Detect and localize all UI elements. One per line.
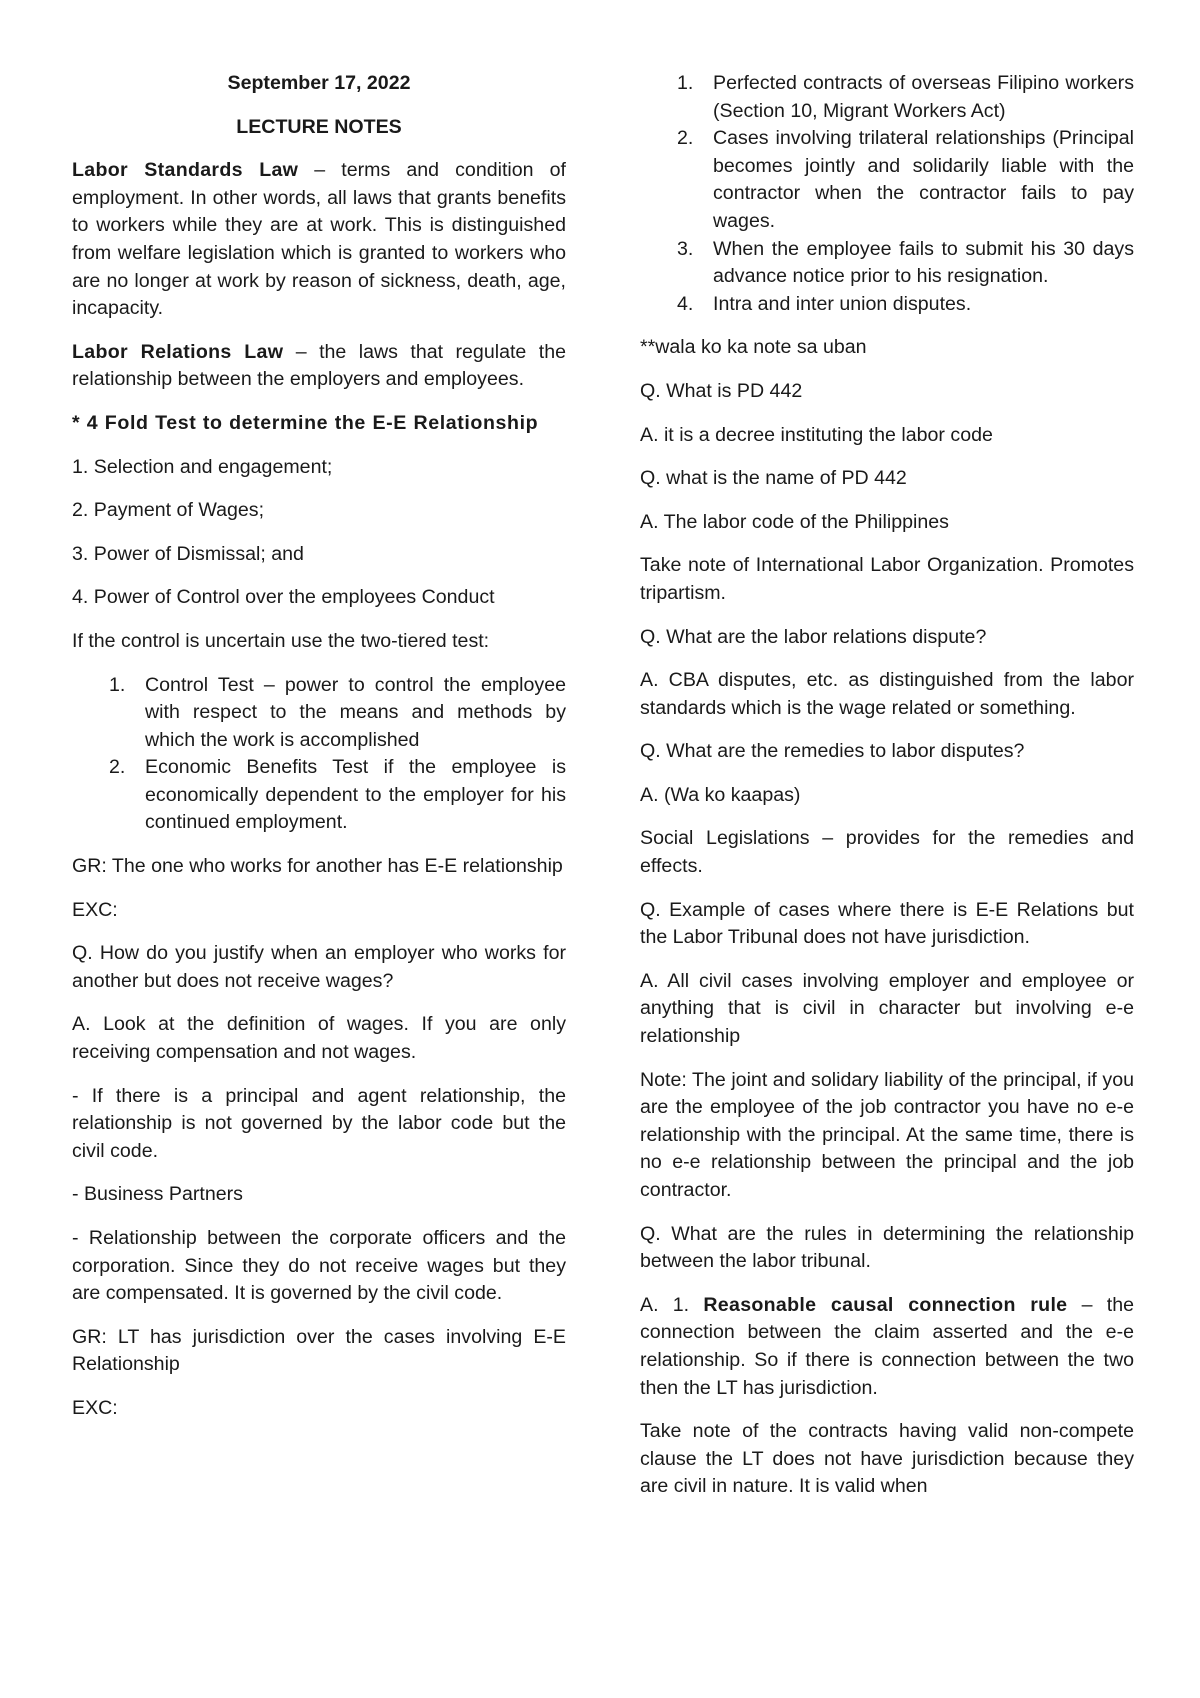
fourfold-item: 1. Selection and engagement; <box>72 455 333 478</box>
fourfold-test-heading: * 4 Fold Test to determine the E-E Relationship <box>72 411 539 434</box>
fourfold-item: 2. Payment of Wages; <box>72 499 265 522</box>
general-rule-1: GR: The one who works for another has E-E relationship <box>72 855 563 878</box>
answer-rules <box>640 1292 1134 1402</box>
labor-standards-paragraph <box>72 157 566 323</box>
question-no-jurisdiction: Q. Example of cases where there is E-E Relations but the Labor Tribunal does not have jurisdiction. <box>640 898 1134 949</box>
note-social-legislations: Social Legislations – provides for the remedies and effects. <box>640 827 1134 878</box>
question-remedies: Q. What are the remedies to labor disputes? <box>640 740 1025 763</box>
question-relations-dispute: Q. What are the labor relations dispute? <box>640 625 987 648</box>
labor-relations-term: Labor Relations Law <box>72 340 284 363</box>
exception-label-1: EXC: <box>72 898 118 921</box>
question-rules: Q. What are the rules in determining the relationship between the labor tribunal. <box>640 1222 1134 1273</box>
question-pd442-name: Q. what is the name of PD 442 <box>640 467 907 490</box>
note-non-compete: Take note of the contracts having valid non-compete clause the LT does not have jurisdiction because they are civil in nature. It is valid when <box>640 1420 1134 1498</box>
list-item <box>72 754 566 837</box>
answer-pd442: A. it is a decree instituting the labor code <box>640 423 993 446</box>
list-item <box>640 70 1134 125</box>
list-text: Control Test – power to control the employee with respect to the means and methods by which the work is accomplished <box>145 673 566 751</box>
left-column <box>72 70 566 1439</box>
list-text: When the employee fails to submit his 30 days advance notice prior to his resignation. <box>713 237 1134 288</box>
answer-rules-prefix: A. 1. <box>640 1293 704 1316</box>
two-tier-intro: If the control is uncertain use the two-tiered test: <box>72 629 490 652</box>
list-number: 3. <box>677 237 694 260</box>
labor-relations-paragraph <box>72 339 566 394</box>
list-text: Perfected contracts of overseas Filipino workers (Section 10, Migrant Workers Act) <box>713 72 1134 122</box>
note-joint-liability: Note: The joint and solidary liability of the principal, if you are the employee of the job contractor you have no e-e relationship with the principal. At the same time, there is no e-e relationship between the principal and the job contractor. <box>640 1068 1134 1201</box>
question-pd442: Q. What is PD 442 <box>640 379 803 402</box>
question-wages: Q. How do you justify when an employer who works for another but does not receive wages? <box>72 942 566 992</box>
answer-pd442-name: A. The labor code of the Philippines <box>640 510 949 533</box>
list-number: 4. <box>677 292 694 315</box>
list-text: Intra and inter union disputes. <box>713 292 972 315</box>
list-number: 1. <box>109 673 126 696</box>
lecture-date: September 17, 2022 <box>227 72 411 94</box>
list-item <box>72 672 566 755</box>
exception-label-2: EXC: <box>72 1396 118 1419</box>
general-rule-2: GR: LT has jurisdiction over the cases involving E-E Relationship <box>72 1325 566 1376</box>
answer-no-jurisdiction: A. All civil cases involving employer and employee or anything that is civil in character but involving e-e relationship <box>640 969 1134 1048</box>
labor-standards-definition: – terms and condition of employment. In other words, all laws that grants benefits to workers while they are at work. This is distinguished from welfare legislation which is granted to workers who are no longer at work by reason of sickness, death, age, incapacity. <box>72 159 566 320</box>
labor-relations-definition: – the laws that regulate the relationship between the employers and employees. <box>72 340 566 391</box>
list-number: 2. <box>677 127 694 150</box>
answer-rules-text: – the connection between the claim asserted and the e-e relationship. So if there is connection between the two then the LT has jurisdiction. <box>640 1293 1135 1399</box>
note-ilo: Take note of International Labor Organization. Promotes tripartism. <box>640 554 1134 604</box>
list-item <box>640 236 1134 291</box>
note-business-partners: - Business Partners <box>72 1183 243 1206</box>
list-item <box>640 291 1134 319</box>
exception-list <box>640 70 1134 318</box>
two-tier-list <box>72 672 566 838</box>
labor-standards-term: Labor Standards Law <box>72 159 299 182</box>
note-no-notes: **wala ko ka note sa uban <box>640 336 867 359</box>
fourfold-item: 3. Power of Dismissal; and <box>72 542 304 565</box>
answer-wages: A. Look at the definition of wages. If you are only receiving compensation and not wages. <box>72 1013 566 1064</box>
note-principal-agent: - If there is a principal and agent relationship, the relationship is not governed by the labor code but the civil code. <box>72 1084 566 1162</box>
lecture-title: LECTURE NOTES <box>236 115 402 138</box>
causal-connection-rule-term: Reasonable causal connection rule <box>703 1293 1068 1316</box>
list-text: Economic Benefits Test if the employee is economically dependent to the employer for his continued employment. <box>145 756 566 834</box>
note-corporate-officers: - Relationship between the corporate officers and the corporation. Since they do not receive wages but they are compensated. It is governed by the civil code. <box>72 1227 566 1305</box>
list-item <box>640 125 1134 235</box>
answer-remedies: A. (Wa ko kaapas) <box>640 783 801 806</box>
answer-relations-dispute: A. CBA disputes, etc. as distinguished from the labor standards which is the wage related or something. <box>640 669 1134 719</box>
list-number: 1. <box>677 72 694 94</box>
right-column <box>640 70 1134 1517</box>
fourfold-item: 4. Power of Control over the employees Conduct <box>72 586 495 609</box>
list-number: 2. <box>109 756 126 779</box>
list-text: Cases involving trilateral relationships (Principal becomes jointly and solidarily liable with the contractor when the contractor fails to pay wages. <box>713 127 1134 232</box>
